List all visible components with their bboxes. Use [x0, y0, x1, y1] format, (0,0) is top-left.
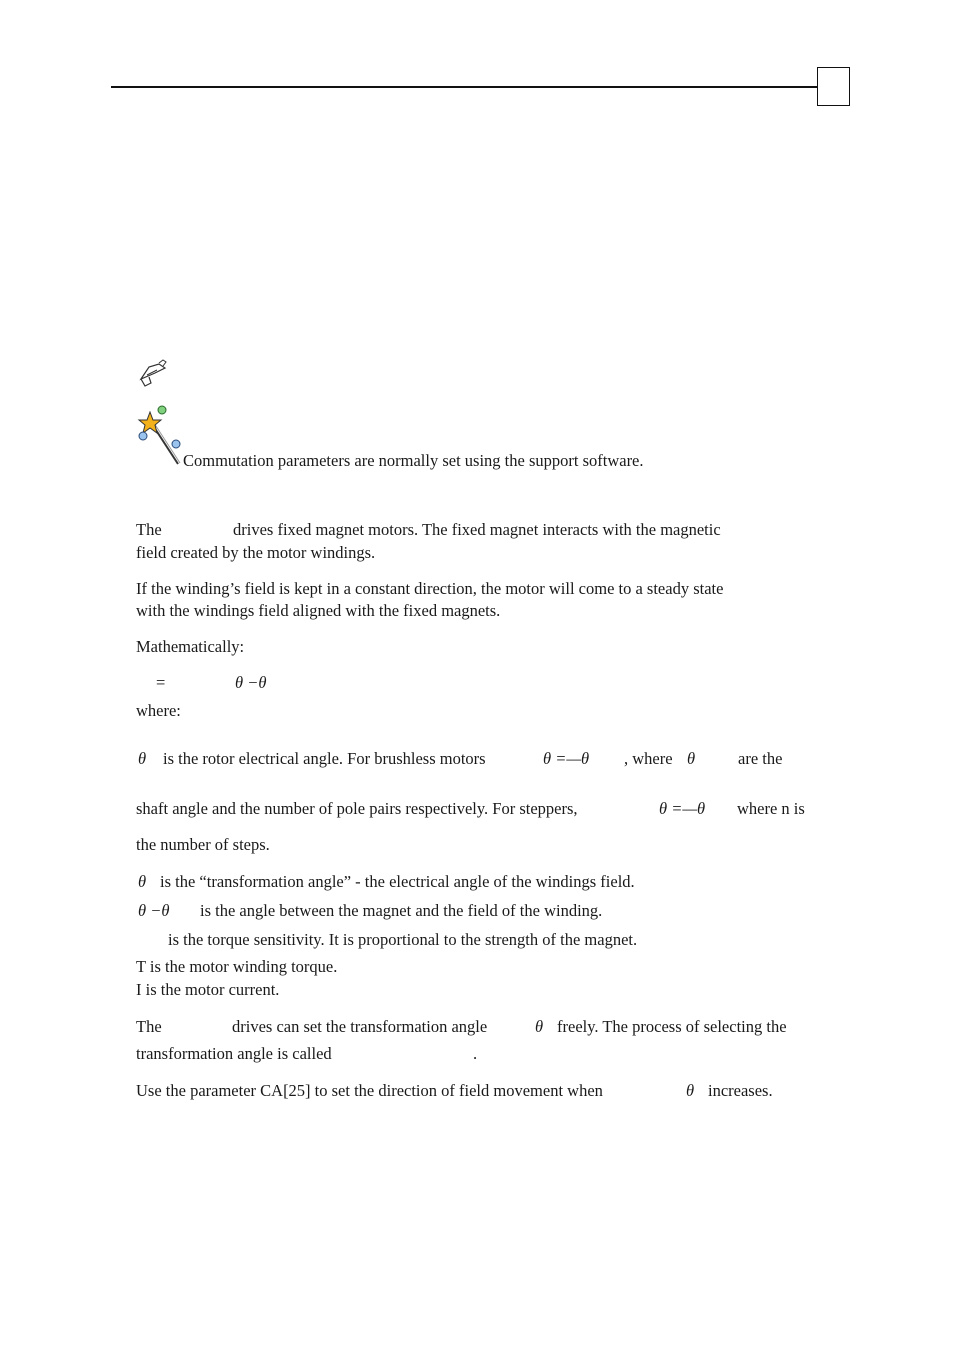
- def6-text: I is the motor current.: [136, 980, 280, 999]
- def4-text: is the torque sensitivity. It is proportional to the strength of the magnet.: [168, 930, 638, 949]
- def1-text-c: are the: [738, 749, 783, 768]
- p2-line1: If the winding’s field is kept in a constant direction, the motor will come to a steady state: [136, 579, 724, 598]
- def1-text-b: , where: [624, 749, 673, 768]
- def2-theta: θ: [138, 872, 147, 891]
- p5-theta: θ: [686, 1081, 695, 1100]
- def1-line2-text: shaft angle and the number of pole pairs respectively. For steppers,: [136, 799, 578, 818]
- equation-theta-diff: θ −θ: [235, 673, 267, 692]
- magic-wand-icon: [136, 402, 184, 468]
- p4-line2: transformation angle is called: [136, 1044, 332, 1063]
- note-icon: [137, 359, 169, 389]
- p4-dot: .: [473, 1044, 478, 1063]
- p5-text-a: Use the parameter CA[25] to set the direction of field movement when: [136, 1081, 603, 1100]
- def2-text: is the “transformation angle” - the electrical angle of the windings field.: [160, 872, 635, 891]
- def1-text-a: is the rotor electrical angle. For brushless motors: [163, 749, 486, 768]
- def1-line2-text-b: where n is: [737, 799, 805, 818]
- def1-theta: θ: [138, 749, 147, 768]
- p3-mathematically: Mathematically:: [136, 637, 245, 656]
- def1-theta2: θ: [687, 749, 696, 768]
- p4-text-b: freely. The process of selecting the: [557, 1017, 787, 1036]
- equation-equals: =: [156, 673, 166, 692]
- def3-text: is the angle between the magnet and the field of the winding.: [200, 901, 603, 920]
- header-rule: [111, 86, 817, 88]
- p2-line2: with the windings field aligned with the fixed magnets.: [136, 601, 501, 620]
- p4-the: The: [136, 1017, 162, 1036]
- p5-text-b: increases.: [708, 1081, 773, 1100]
- def1-equation: θ =—θ: [543, 749, 590, 768]
- where-label: where:: [136, 701, 181, 720]
- def5-text: T is the motor winding torque.: [136, 957, 338, 976]
- p1-line2: field created by the motor windings.: [136, 543, 376, 562]
- page-number-box: [817, 67, 850, 106]
- p4-theta: θ: [535, 1017, 544, 1036]
- p1-rest: drives fixed magnet motors. The fixed magnet interacts with the magnetic: [233, 520, 721, 539]
- def1-line3: the number of steps.: [136, 835, 270, 854]
- p4-text-a: drives can set the transformation angle: [232, 1017, 488, 1036]
- def3-theta-diff: θ −θ: [138, 901, 170, 920]
- p1-the: The: [136, 520, 162, 539]
- def1-line2-equation: θ =—θ: [659, 799, 706, 818]
- tip-text: Commutation parameters are normally set using the support software.: [183, 451, 644, 470]
